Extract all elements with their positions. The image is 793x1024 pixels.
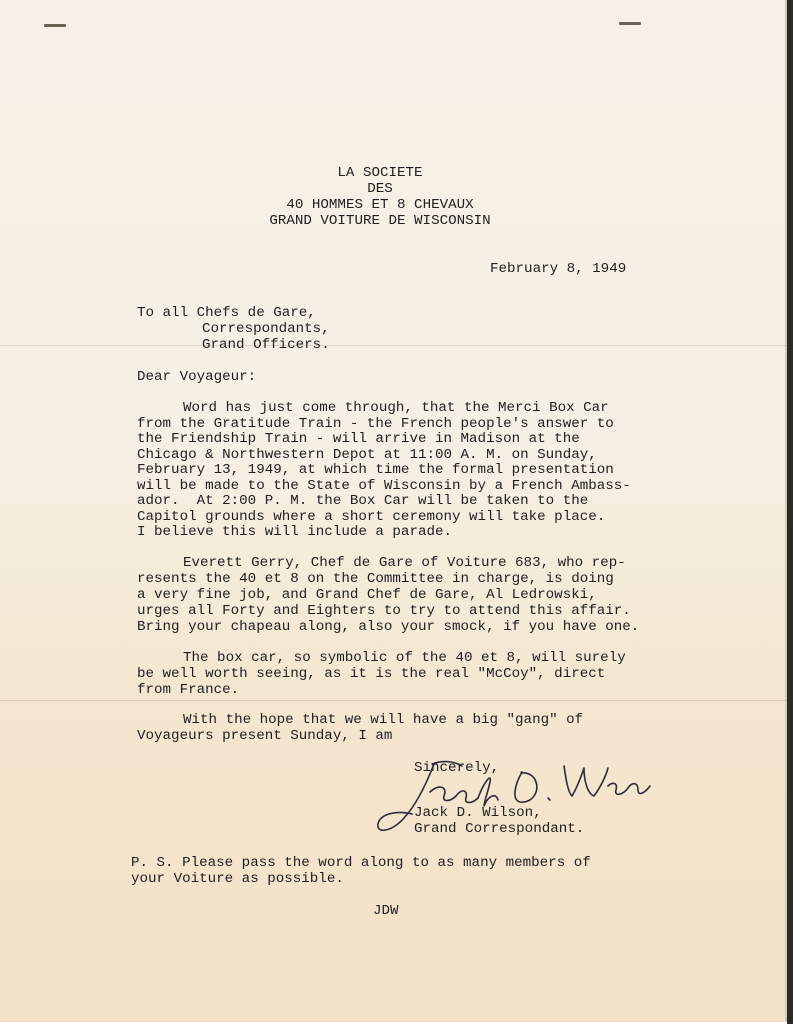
letterhead-line-1: LA SOCIETE [337,165,423,181]
postscript-line-2: your Voiture as possible. [131,871,344,887]
body-line: resents the 40 et 8 on the Committee in charge, is doing [137,571,614,587]
closing-name: Jack D. Wilson, [414,805,542,821]
staple-mark [619,22,641,25]
scan-edge-shadow [787,0,793,1024]
body-line: Everett Gerry, Chef de Gare of Voiture 683, who rep- [183,555,626,571]
body-line: from the Gratitude Train - the French people's answer to [137,416,614,432]
body-line: Chicago & Northwestern Depot at 11:00 A. M. on Sunday, [137,447,597,463]
address-line-2: Correspondants, [202,321,330,337]
body-line: ador. At 2:00 P. M. the Box Car will be taken to the [137,493,589,509]
typist-initials: JDW [373,903,399,919]
body-line: Bring your chapeau along, also your smock, if you have one. [137,619,640,635]
body-line: a very fine job, and Grand Chef de Gare, Al Ledrowski, [137,587,597,603]
body-line: Capitol grounds where a short ceremony will take place. [137,509,606,525]
closing-sincerely: Sincerely, [414,760,500,776]
body-line: The box car, so symbolic of the 40 et 8, will surely [183,650,626,666]
address-line-3: Grand Officers. [202,337,330,353]
body-line: Word has just come through, that the Merci Box Car [183,400,609,416]
letterhead-line-3: 40 HOMMES ET 8 CHEVAUX [286,197,474,213]
body-line: be well worth seeing, as it is the real "McCoy", direct [137,666,606,682]
letterhead-line-4: GRAND VOITURE DE WISCONSIN [269,213,491,229]
staple-mark [44,24,66,27]
body-line: the Friendship Train - will arrive in Madison at the [137,431,580,447]
closing-title: Grand Correspondant. [414,821,585,837]
body-line: With the hope that we will have a big "gang" of [183,712,584,728]
letter-date: February 8, 1949 [490,261,627,277]
paper-fold-line [0,345,787,346]
address-line-1: To all Chefs de Gare, [137,305,316,321]
salutation: Dear Voyageur: [137,369,257,385]
postscript-line-1: P. S. Please pass the word along to as many members of [131,855,591,871]
body-line: Voyageurs present Sunday, I am [137,728,393,744]
body-line: February 13, 1949, at which time the formal presentation [137,462,614,478]
letterhead-line-2: DES [367,181,393,197]
body-line: urges all Forty and Eighters to try to attend this affair. [137,603,631,619]
body-line: I believe this will include a parade. [137,524,453,540]
body-line: from France. [137,682,240,698]
paper-fold-line [0,700,787,701]
body-line: will be made to the State of Wisconsin by a French Ambass- [137,478,631,494]
